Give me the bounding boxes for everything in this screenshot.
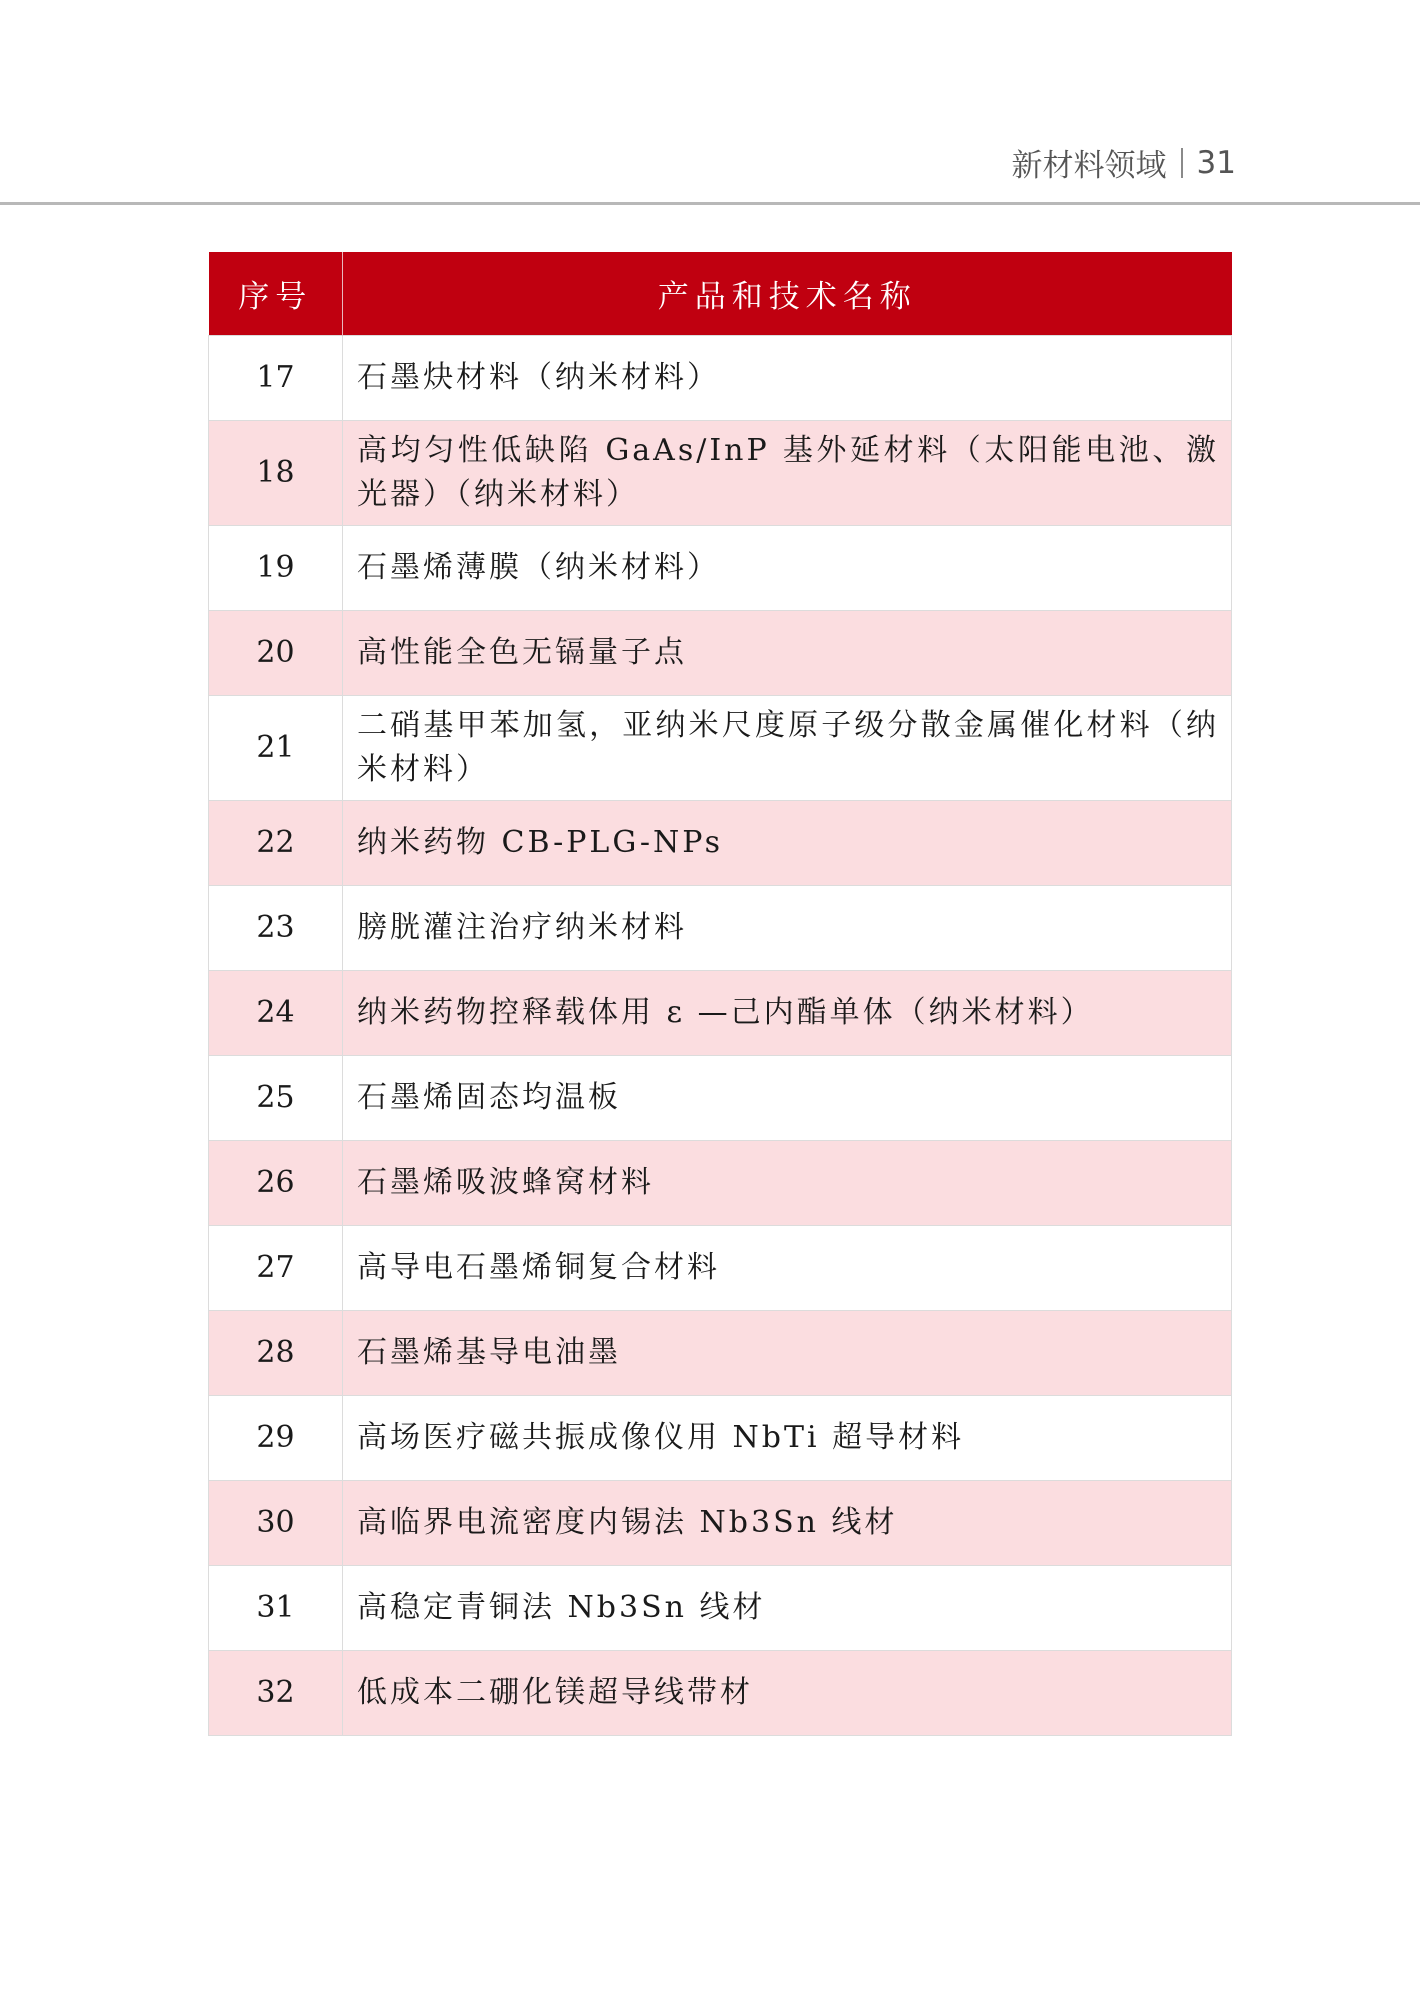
row-number: 31: [209, 1566, 343, 1651]
row-number: 19: [209, 526, 343, 611]
section-title: 新材料领域: [1011, 148, 1167, 184]
row-name: 高性能全色无镉量子点: [343, 611, 1232, 696]
row-number: 30: [209, 1481, 343, 1566]
row-number: 32: [209, 1651, 343, 1736]
header-rule: [0, 202, 1420, 205]
table-row: [209, 696, 1232, 801]
row-name: 纳米药物控释载体用 ε —己内酯单体（纳米材料）: [343, 971, 1232, 1056]
table-row: [209, 1481, 1232, 1566]
row-number: 24: [209, 971, 343, 1056]
page-number: 31: [1196, 144, 1236, 181]
running-header: [1012, 140, 1236, 185]
column-header-number: 序号: [209, 252, 343, 336]
row-number: 27: [209, 1226, 343, 1311]
row-number: 17: [209, 336, 343, 421]
row-number: 22: [209, 801, 343, 886]
row-number: 23: [209, 886, 343, 971]
row-name: 石墨烯薄膜（纳米材料）: [343, 526, 1232, 611]
row-name: 低成本二硼化镁超导线带材: [343, 1651, 1232, 1736]
table-row: [209, 1566, 1232, 1651]
row-name: 石墨烯基导电油墨: [343, 1311, 1232, 1396]
row-number: 28: [209, 1311, 343, 1396]
row-name: 石墨炔材料（纳米材料）: [343, 336, 1232, 421]
row-number: 25: [209, 1056, 343, 1141]
table-row: [209, 1396, 1232, 1481]
table-row: [209, 886, 1232, 971]
row-name: 高场医疗磁共振成像仪用 NbTi 超导材料: [343, 1396, 1232, 1481]
table-row: [209, 1651, 1232, 1736]
table-row: [209, 421, 1232, 526]
table-row: [209, 526, 1232, 611]
table-row: [209, 1226, 1232, 1311]
table-row: [209, 1311, 1232, 1396]
row-number: 20: [209, 611, 343, 696]
row-name: 高临界电流密度内锡法 Nb3Sn 线材: [343, 1481, 1232, 1566]
row-name: 膀胱灌注治疗纳米材料: [343, 886, 1232, 971]
column-header-name: 产品和技术名称: [343, 252, 1232, 336]
table-header-row: [209, 252, 1232, 336]
table-row: [209, 801, 1232, 886]
header-separator: [1181, 148, 1183, 178]
row-number: 18: [209, 421, 343, 526]
table-row: [209, 611, 1232, 696]
table-row: [209, 971, 1232, 1056]
table-row: [209, 336, 1232, 421]
row-name: 二硝基甲苯加氢，亚纳米尺度原子级分散金属催化材料（纳米材料）: [343, 696, 1232, 801]
product-table: [208, 252, 1232, 1736]
row-number: 21: [209, 696, 343, 801]
table-row: [209, 1141, 1232, 1226]
row-name: 纳米药物 CB-PLG-NPs: [343, 801, 1232, 886]
row-name: 高均匀性低缺陷 GaAs/InP 基外延材料（太阳能电池、激光器）（纳米材料）: [343, 421, 1232, 526]
row-name: 高稳定青铜法 Nb3Sn 线材: [343, 1566, 1232, 1651]
row-name: 高导电石墨烯铜复合材料: [343, 1226, 1232, 1311]
table-row: [209, 1056, 1232, 1141]
row-name: 石墨烯固态均温板: [343, 1056, 1232, 1141]
row-number: 26: [209, 1141, 343, 1226]
row-name: 石墨烯吸波蜂窝材料: [343, 1141, 1232, 1226]
row-number: 29: [209, 1396, 343, 1481]
